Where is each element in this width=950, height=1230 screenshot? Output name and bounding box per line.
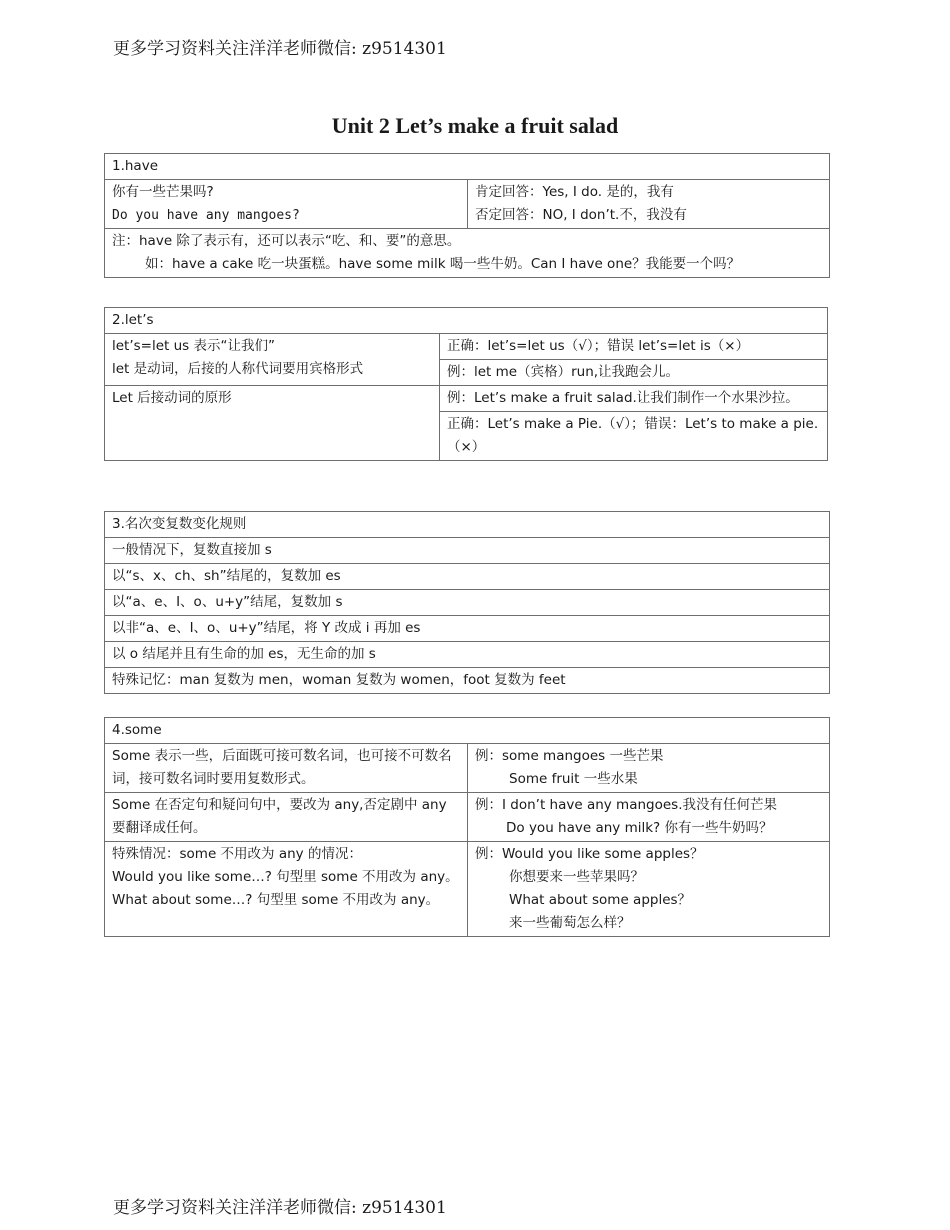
special-example-2: 你想要来一些苹果吗？ bbox=[509, 869, 644, 885]
any-example-2: Do you have any milk? 你有一些牛奶吗？ bbox=[506, 820, 773, 836]
some-example-1: 例：some mangoes 一些芒果 bbox=[475, 748, 664, 764]
special-example-cell bbox=[468, 842, 830, 937]
plural-rules-table bbox=[104, 511, 830, 694]
special-case-would: Would you like some…? 句型里 some 不用改为 any。 bbox=[112, 869, 459, 885]
some-example-2: Some fruit 一些水果 bbox=[509, 771, 638, 787]
plural-rule: 以 o 结尾并且有生命的加 es，无生命的加 s bbox=[105, 642, 830, 668]
page-footer: 更多学习资料关注洋洋老师微信: z9514301 bbox=[113, 1198, 447, 1218]
page-header: 更多学习资料关注洋洋老师微信: z9514301 bbox=[113, 39, 447, 59]
lets-meaning-cell bbox=[105, 334, 440, 386]
answer-yes: 肯定回答：Yes, I do. 是的，我有 bbox=[475, 184, 674, 200]
page-title: Unit 2 Let’s make a fruit salad bbox=[331, 113, 619, 138]
plural-rule: 以“s、x、ch、sh”结尾的，复数加 es bbox=[105, 564, 830, 590]
plural-rule: 以“a、e、I、o、u+y”结尾，复数加 s bbox=[105, 590, 830, 616]
some-meaning: Some 表示一些，后面既可接可数名词，也可接不可数名词，接可数名词时要用复数形式。 bbox=[105, 744, 468, 793]
note-cell bbox=[105, 229, 830, 278]
lets-meaning: let’s=let us 表示“让我们” bbox=[112, 338, 275, 354]
special-case-cell bbox=[105, 842, 468, 937]
note-example: 如：have a cake 吃一块蛋糕。have some milk 喝一些牛奶。Can I have one？我能要一个吗？ bbox=[145, 256, 741, 272]
lets-pie-example: 正确：Let’s make a Pie.（√）；错误：Let’s to make a pie.（×） bbox=[440, 412, 828, 461]
answer-no: 否定回答：NO, I don’t.不，我没有 bbox=[475, 207, 687, 223]
answer-cell bbox=[468, 180, 830, 229]
some-any-rule: Some 在否定句和疑问句中，要改为 any,否定剧中 any 要翻译成任何。 bbox=[105, 793, 468, 842]
plural-rule: 一般情况下，复数直接加 s bbox=[105, 538, 830, 564]
lets-pronoun-rule: let 是动词，后接的人称代词要用宾格形式 bbox=[112, 361, 364, 377]
some-table bbox=[104, 717, 830, 937]
plural-rule: 特殊记忆：man 复数为 men，woman 复数为 women，foot 复数为 feet bbox=[105, 668, 830, 694]
special-example-1: 例：Would you like some apples？ bbox=[475, 846, 704, 862]
lets-verb-rule: Let 后接动词的原形 bbox=[105, 386, 440, 461]
lets-example: 例：let me（宾格）run,让我跑会儿。 bbox=[440, 360, 828, 386]
lets-correct-wrong: 正确：let’s=let us（√）；错误 let’s=let is（×） bbox=[440, 334, 828, 360]
question-zh: 你有一些芒果吗? bbox=[112, 184, 214, 200]
question-en: Do you have any mangoes? bbox=[112, 208, 300, 223]
plural-rule: 以非“a、e、I、o、u+y”结尾，将 Y 改成 i 再加 es bbox=[105, 616, 830, 642]
section-heading: 4.some bbox=[105, 718, 830, 744]
lets-salad-example: 例：Let’s make a fruit salad.让我们制作一个水果沙拉。 bbox=[440, 386, 828, 412]
section-heading: 1.have bbox=[105, 154, 830, 180]
lets-table bbox=[104, 307, 828, 461]
some-example-cell bbox=[468, 744, 830, 793]
special-case-what: What about some…? 句型里 some 不用改为 any。 bbox=[112, 892, 440, 908]
note-text: 注：have 除了表示有，还可以表示“吃、和、要”的意思。 bbox=[112, 233, 461, 249]
question-cell bbox=[105, 180, 468, 229]
special-case-title: 特殊情况：some 不用改为 any 的情况： bbox=[112, 846, 362, 862]
section-heading: 3.名次变复数变化规则 bbox=[105, 512, 830, 538]
special-example-3: What about some apples？ bbox=[509, 892, 692, 908]
section-heading: 2.let’s bbox=[105, 308, 828, 334]
any-example-1: 例：I don’t have any mangoes.我没有任何芒果 bbox=[475, 797, 777, 813]
have-table bbox=[104, 153, 830, 278]
special-example-4: 来一些葡萄怎么样？ bbox=[509, 915, 631, 931]
any-example-cell bbox=[468, 793, 830, 842]
